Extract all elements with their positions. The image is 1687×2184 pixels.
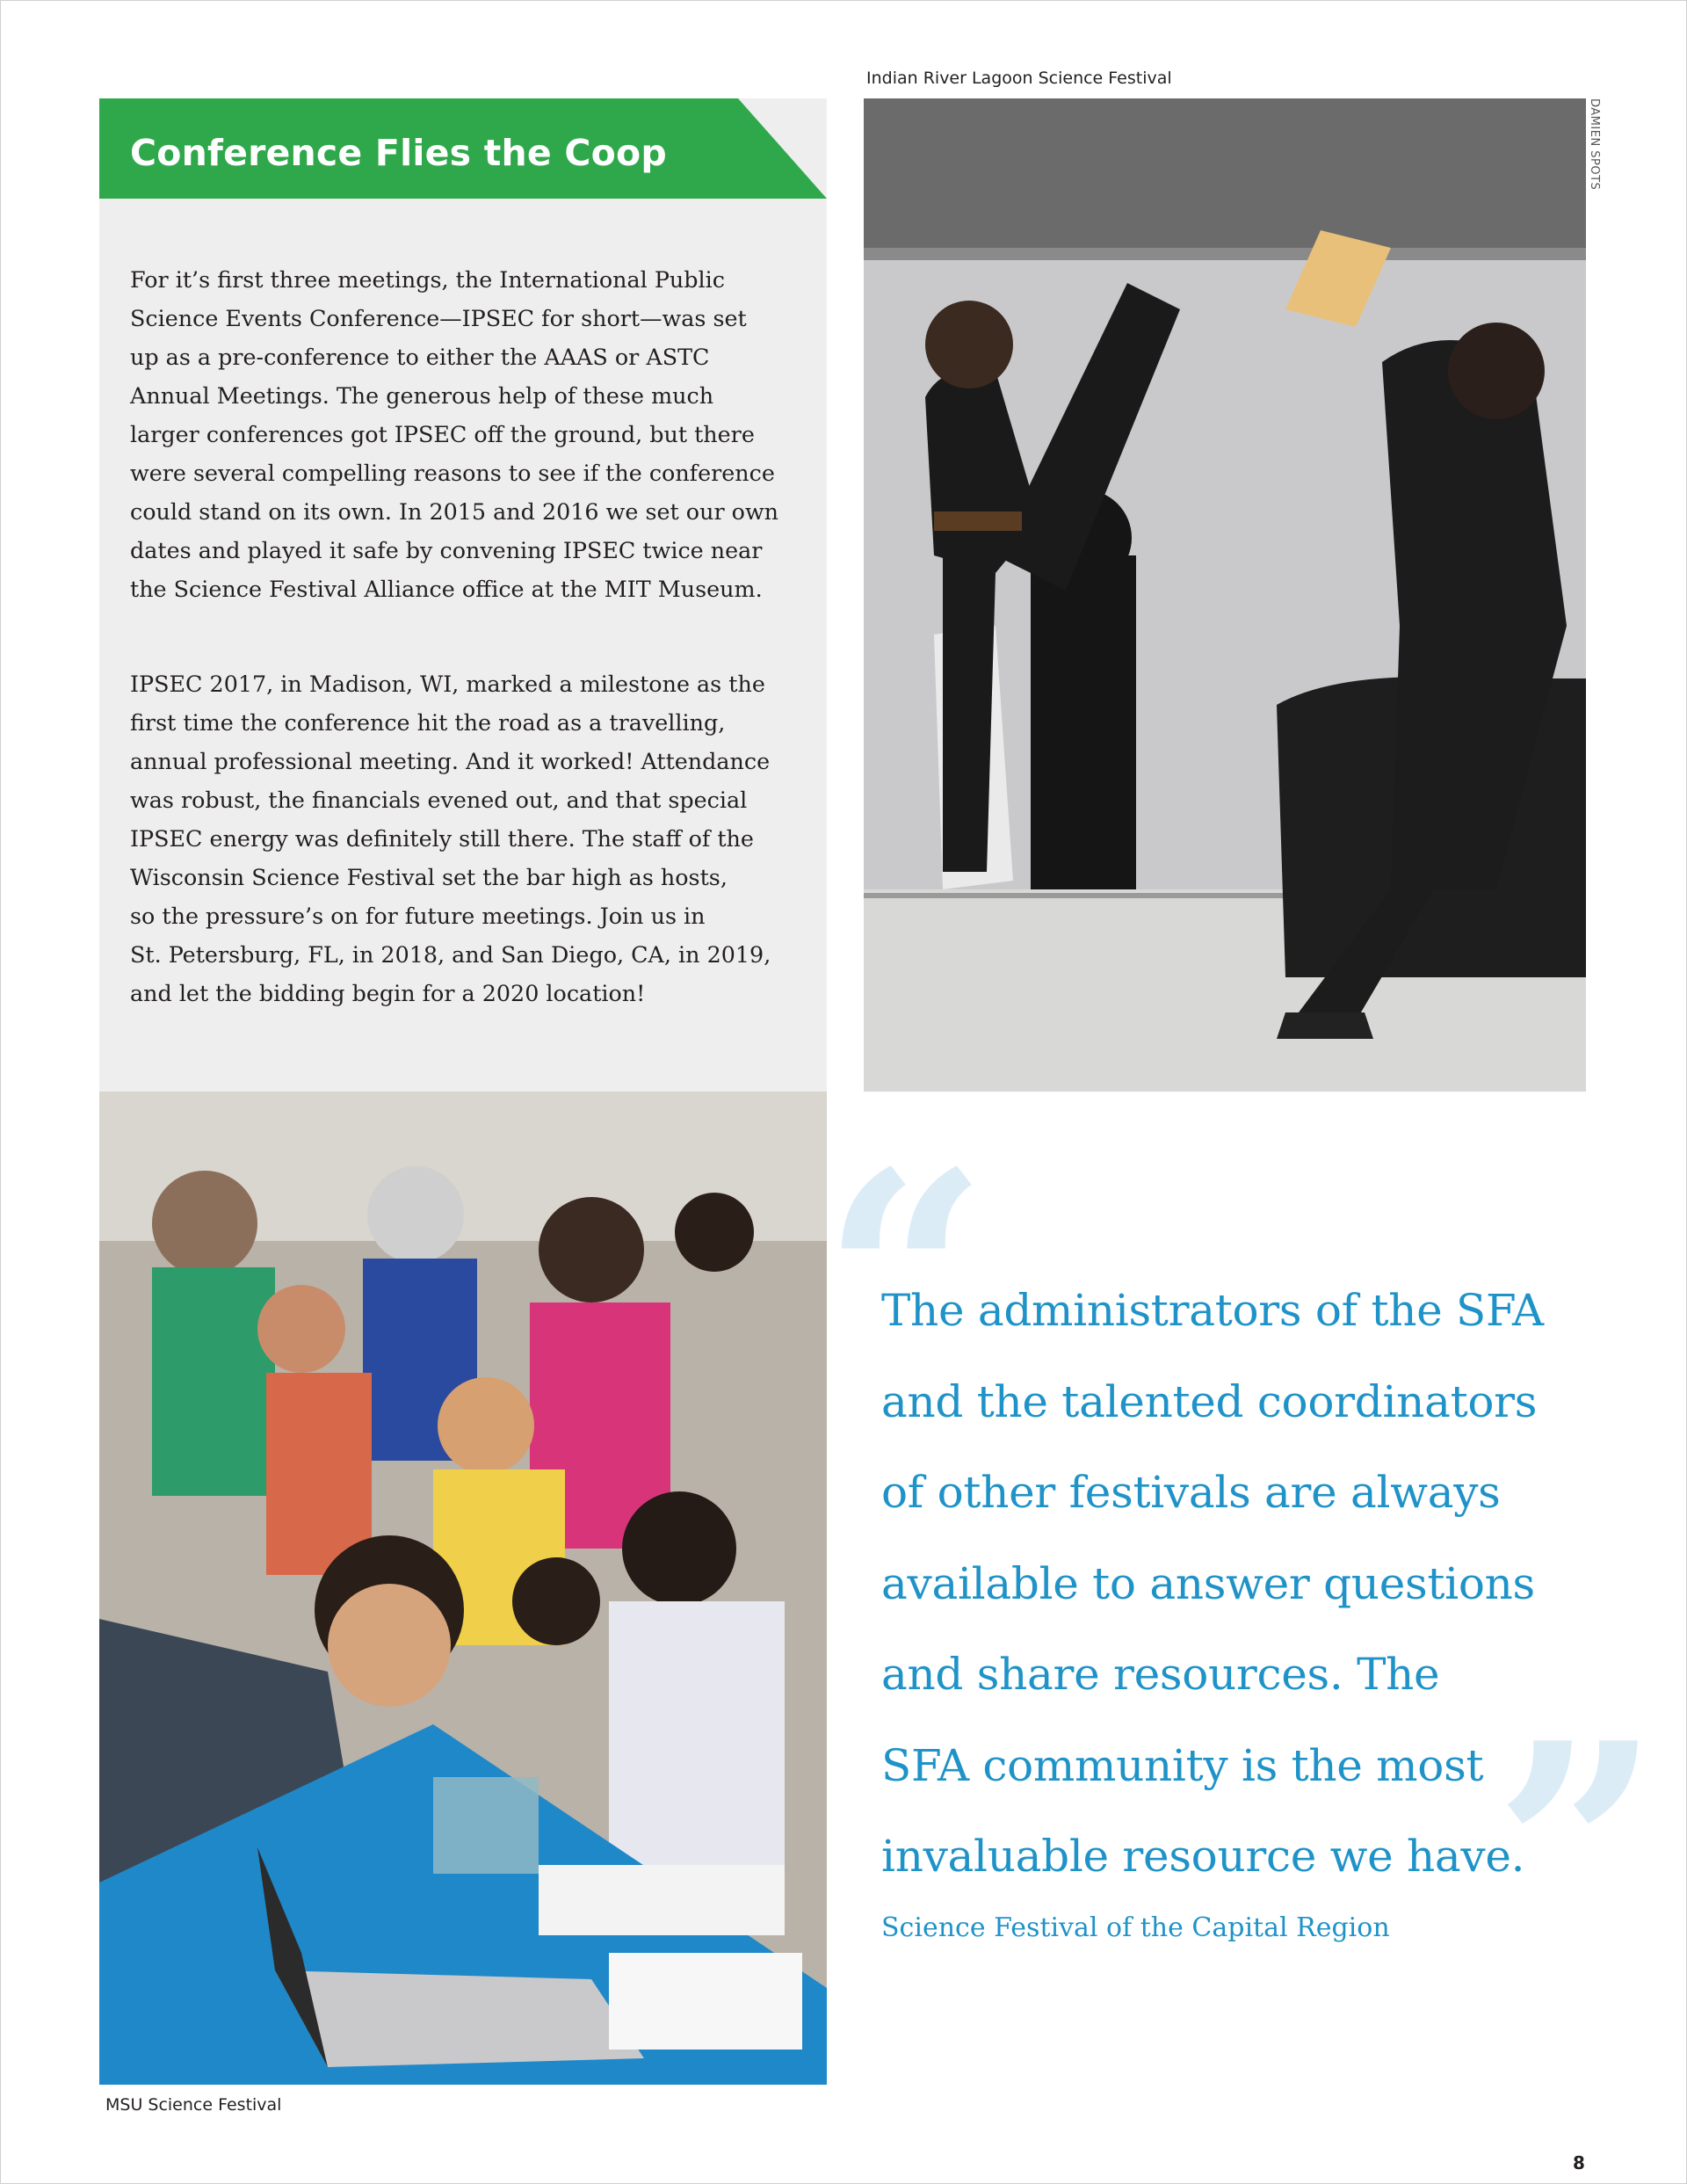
photo-caption-top: Indian River Lagoon Science Festival xyxy=(866,69,1172,88)
sidebar-title: Conference Flies the Coop xyxy=(130,132,667,174)
photo-science-festival xyxy=(99,1092,827,2085)
quote-close-mark: ” xyxy=(1494,1680,1661,2021)
sidebar-paragraph-1: For it’s first three meetings, the International Public Science Events Conference—IPSEC for short—was set up as a pre-conference to either the AAAS or ASTC Annual Meetings. The generous help of these much larger conferences got IPSEC off the ground, but there were several compelling reasons to see if the conference could stand on its own. In 2015 and 2016 we set our own dates and played it safe by convening IPSEC twice near the Science Festival Alliance office at the MIT Museum. xyxy=(130,266,779,602)
quote-open-mark: “ xyxy=(822,1108,988,1449)
sidebar-paragraph-2: IPSEC 2017, in Madison, WI, marked a milestone as the first time the conference hit the road as a travelling, annual professional meeting. And it worked! Attendance was robust, the financials evened out, and that special IPSEC energy was definitely still there. The staff of the Wisconsin Science Festival set the bar high as hosts, so the pressure’s on for future meetings. Join us in St. Petersburg, FL, in 2018, and San Diego, CA, in 2019, and let the bidding begin for a 2020 location! xyxy=(130,671,771,1006)
photo-credit: DAMIEN SPOTS xyxy=(1588,98,1601,191)
photo-martial-arts xyxy=(864,98,1586,1092)
pull-quote-source: Science Festival of the Capital Region xyxy=(881,1912,1390,1943)
page-number: 8 xyxy=(1573,2152,1585,2173)
photo-caption-bottom: MSU Science Festival xyxy=(105,2095,282,2115)
pull-quote-text: The administrators of the SFA and the talented coordinators of other festivals are always available to answer questions and share resources. The SFA community is the most invaluable resource we have. xyxy=(881,1285,1544,1882)
